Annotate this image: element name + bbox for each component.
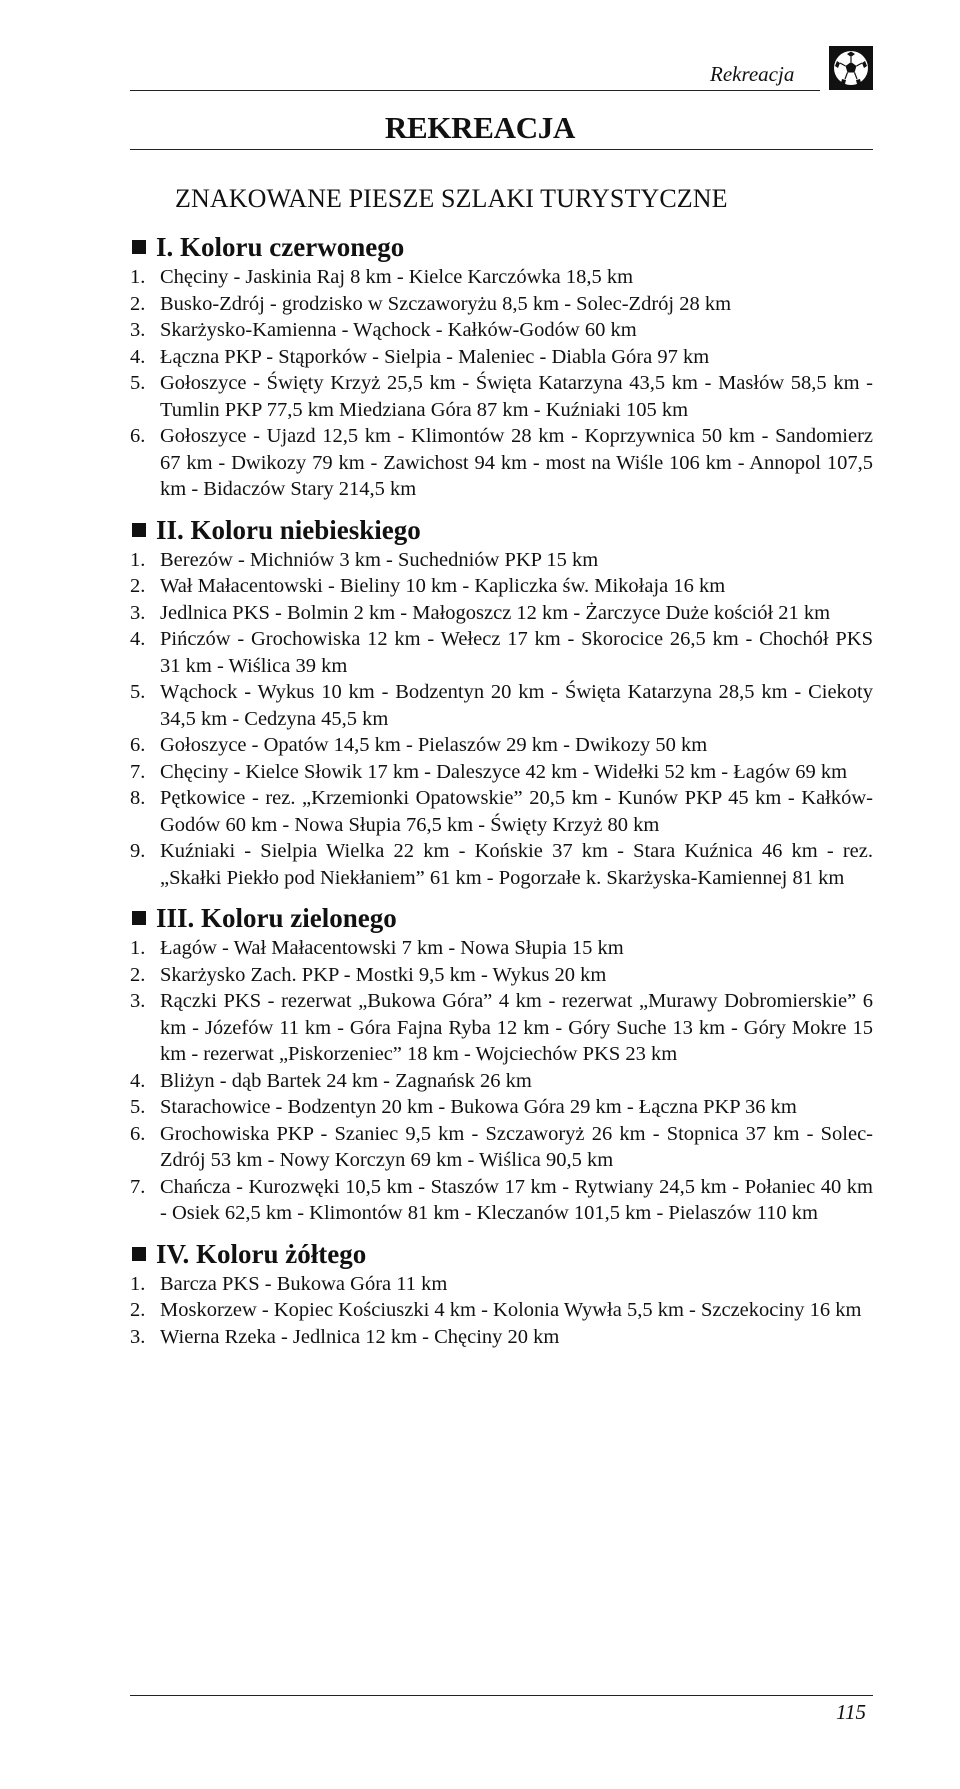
list-item (130, 935, 873, 962)
item-text: Skarżysko-Kamienna - Wąchock - Kałków-Godów 60 km (160, 319, 637, 341)
list-item (130, 1297, 873, 1324)
trail-items (130, 935, 873, 1227)
section-heading-text: II. Koloru niebieskiego (156, 514, 421, 545)
page-number: 115 (836, 1700, 866, 1724)
item-number: 7. (130, 1175, 146, 1198)
section-gap (130, 1227, 873, 1237)
section-heading-text: I. Koloru czerwonego (156, 232, 405, 262)
list-item (130, 317, 873, 344)
item-text: Gołoszyce - Święty Krzyż 25,5 km - Święta Katarzyna 43,5 km - Masłów 58,5 km - Tumlin PKP 77,5 km Miedziana Góra 87 km - Kuźniaki 105 km (160, 372, 873, 421)
trail-items (130, 1271, 873, 1351)
item-text: Łagów - Wał Małacentowski 7 km - Nowa Słupia 15 km (160, 937, 624, 959)
page-title: REKREACJA (384, 110, 576, 145)
trail-items (130, 264, 873, 503)
square-bullet-icon (132, 523, 146, 537)
item-number: 8. (130, 787, 146, 809)
item-text: Jedlnica PKS - Bolmin 2 km - Małogoszcz 12 km - Żarczyce Duże kościół 21 km (160, 601, 831, 624)
square-bullet-icon (132, 911, 146, 925)
item-text: Grochowiska PKP - Szaniec 9,5 km - Szczaworyż 26 km - Stopnica 37 km - Solec-Zdrój 53 km - Nowy Korczyn 69 km - Wiślica 90,5 km (160, 1122, 873, 1171)
item-number: 3. (130, 601, 146, 624)
item-text: Kuźniaki - Sielpia Wielka 22 km - Końskie 37 km - Stara Kuźnica 46 km - rez. „Skałki Piekło pod Niekłaniem” 61 km - Pogorzałe k. Skarżyska-Kamiennej 81 km (160, 840, 873, 889)
list-item (130, 423, 873, 503)
list-item (130, 759, 873, 786)
item-number: 4. (130, 628, 146, 650)
section-heading-text: IV. Koloru żółtego (156, 1238, 367, 1269)
list-item (130, 1094, 873, 1121)
list-item (130, 626, 873, 679)
header-rule (130, 90, 820, 91)
item-number: 2. (130, 1299, 146, 1321)
item-text: Rączki PKS - rezerwat „Bukowa Góra” 4 km - rezerwat „Murawy Dobromierskie” 6 km - Józefów 11 km - Góra Fajna Ryba 12 km - Góry Suche 13 km - Góry Mokre 15 km - rezerwat „Piskorzeniec” 18 km - Wojciechów PKS 23 km (160, 990, 873, 1065)
item-number: 7. (130, 760, 146, 783)
item-number: 4. (130, 1069, 146, 1092)
item-number: 5. (130, 372, 146, 394)
item-text: Chęciny - Jaskinia Raj 8 km - Kielce Karczówka 18,5 km (160, 266, 634, 288)
trail-section (130, 230, 873, 503)
item-number: 1. (130, 937, 146, 959)
item-text: Wąchock - Wykus 10 km - Bodzentyn 20 km - Święta Katarzyna 28,5 km - Ciekoty 34,5 km - Cedzyna 45,5 km (160, 681, 873, 730)
list-item (130, 547, 873, 574)
item-number: 2. (130, 575, 146, 597)
item-number: 3. (130, 1325, 146, 1348)
list-item (130, 1174, 873, 1227)
item-text: Pętkowice - rez. „Krzemionki Opatowskie” 20,5 km - Kunów PKP 45 km - Kałków-Godów 60 km - Nowa Słupia 76,5 km - Święty Krzyż 80 km (160, 787, 873, 836)
soccer-ball-icon (829, 46, 873, 90)
list-item (130, 600, 873, 627)
list-item (130, 370, 873, 423)
square-bullet-icon (132, 1247, 146, 1261)
item-number: 2. (130, 292, 146, 315)
item-text: Gołoszyce - Opatów 14,5 km - Pielaszów 29 km - Dwikozy 50 km (160, 734, 708, 756)
section-heading (130, 901, 873, 935)
item-text: Skarżysko Zach. PKP - Mostki 9,5 km - Wykus 20 km (160, 963, 607, 986)
list-item (130, 1121, 873, 1174)
item-number: 6. (130, 1122, 146, 1145)
section-heading (130, 1237, 873, 1271)
item-number: 1. (130, 266, 146, 288)
item-text: Wierna Rzeka - Jedlnica 12 km - Chęciny 20 km (160, 1325, 560, 1348)
item-text: Chęciny - Kielce Słowik 17 km - Daleszyce 42 km - Widełki 52 km - Łagów 69 km (160, 760, 848, 783)
trail-section (130, 1237, 873, 1351)
item-text: Busko-Zdrój - grodzisko w Szczaworyżu 8,5 km - Solec-Zdrój 28 km (160, 292, 732, 315)
list-item (130, 785, 873, 838)
item-number: 1. (130, 1272, 146, 1295)
item-text: Berezów - Michniów 3 km - Suchedniów PKP 15 km (160, 548, 599, 571)
list-item (130, 732, 873, 759)
trail-list (130, 230, 873, 1350)
item-text: Moskorzew - Kopiec Kościuszki 4 km - Kolonia Wywła 5,5 km - Szczekociny 16 km (160, 1299, 862, 1321)
header-section-label: Rekreacja (710, 62, 795, 86)
list-item (130, 573, 873, 600)
list-item (130, 838, 873, 891)
trail-section (130, 513, 873, 892)
footer-rule (130, 1695, 873, 1696)
section-heading (130, 513, 873, 547)
item-number: 4. (130, 345, 146, 368)
item-number: 5. (130, 1096, 146, 1118)
item-number: 6. (130, 425, 146, 447)
item-text: Barcza PKS - Bukowa Góra 11 km (160, 1272, 448, 1295)
item-text: Bliżyn - dąb Bartek 24 km - Zagnańsk 26 km (160, 1069, 532, 1092)
item-number: 3. (130, 319, 146, 341)
section-gap (130, 503, 873, 513)
item-number: 9. (130, 840, 146, 862)
item-number: 2. (130, 963, 146, 986)
list-item (130, 1068, 873, 1095)
list-item (130, 291, 873, 318)
item-text: Łączna PKP - Stąporków - Sielpia - Maleniec - Diabla Góra 97 km (160, 345, 710, 368)
item-number: 6. (130, 734, 146, 756)
section-heading (130, 230, 873, 264)
subtitle: ZNAKOWANE PIESZE SZLAKI TURYSTYCZNE (175, 184, 728, 213)
item-number: 3. (130, 990, 146, 1012)
item-number: 5. (130, 681, 146, 703)
list-item (130, 679, 873, 732)
list-item (130, 988, 873, 1068)
item-text: Pińczów - Grochowiska 12 km - Wełecz 17 km - Skorocice 26,5 km - Chochół PKS 31 km - Wiślica 39 km (160, 628, 873, 677)
list-item (130, 1271, 873, 1298)
list-item (130, 962, 873, 989)
item-text: Wał Małacentowski - Bieliny 10 km - Kapliczka św. Mikołaja 16 km (160, 575, 726, 597)
section-gap (130, 891, 873, 901)
list-item (130, 1324, 873, 1351)
item-number: 1. (130, 548, 146, 571)
list-item (130, 264, 873, 291)
title-rule (130, 149, 873, 150)
section-heading-text: III. Koloru zielonego (156, 903, 397, 933)
item-text: Chańcza - Kurozwęki 10,5 km - Staszów 17 km - Rytwiany 24,5 km - Połaniec 40 km - Osiek 62,5 km - Klimontów 81 km - Kleczanów 101,5 km - Pielaszów 110 km (160, 1175, 873, 1224)
square-bullet-icon (132, 240, 146, 254)
item-text: Gołoszyce - Ujazd 12,5 km - Klimontów 28 km - Koprzywnica 50 km - Sandomierz 67 km - Dwikozy 79 km - Zawichost 94 km - most na Wiśle 106 km - Annopol 107,5 km - Bidaczów Stary 214,5 km (160, 425, 873, 500)
list-item (130, 344, 873, 371)
item-text: Starachowice - Bodzentyn 20 km - Bukowa Góra 29 km - Łączna PKP 36 km (160, 1096, 797, 1118)
trail-items (130, 547, 873, 892)
trail-section (130, 901, 873, 1227)
